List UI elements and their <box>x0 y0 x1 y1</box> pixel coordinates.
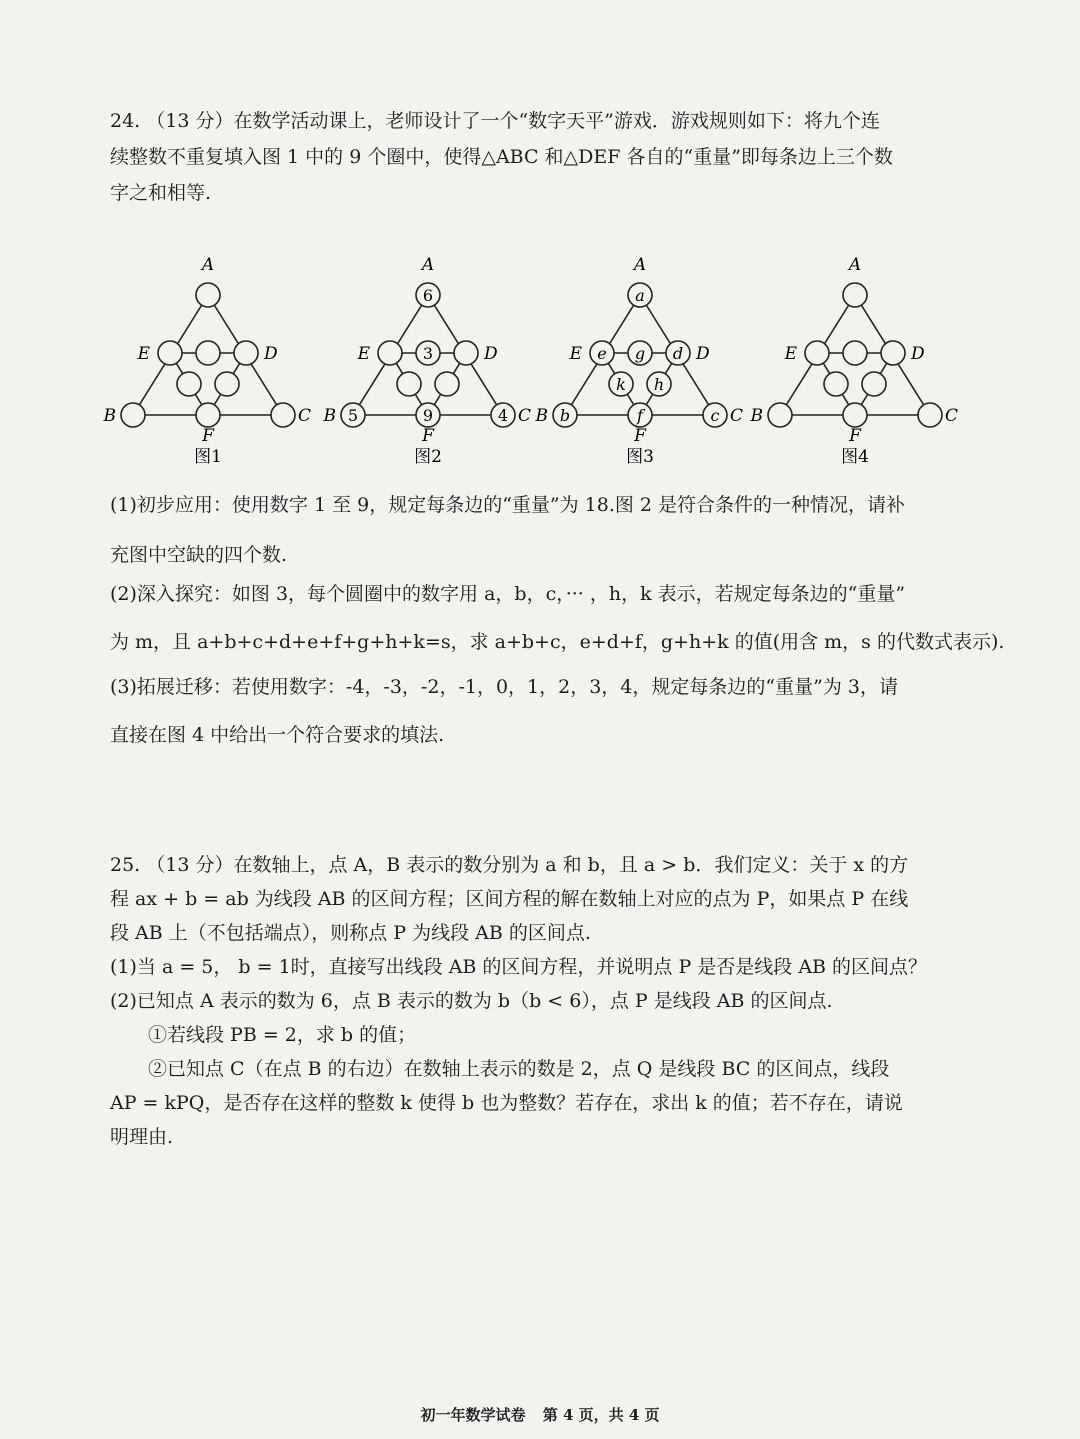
page-footer <box>0 1404 1080 1425</box>
figure-circle-h <box>862 372 886 396</box>
circle-value: 4 <box>497 406 509 425</box>
vertex-label-A: A <box>201 255 215 275</box>
figure-circle-c <box>271 403 295 427</box>
figure-3 <box>535 255 744 467</box>
footer-page: 第 4 页，共 4 页 <box>542 1406 660 1424</box>
figure-circle-f <box>196 403 220 427</box>
figure-circle-k <box>824 372 848 396</box>
vertex-label-B: B <box>750 406 763 426</box>
figure-circle-f <box>843 403 867 427</box>
figure-circle-g <box>196 341 220 365</box>
vertex-label-D: D <box>484 344 498 364</box>
q25-line: ①若线段 PB = 2，求 b 的值； <box>148 1024 417 1046</box>
figures-row <box>100 240 980 480</box>
figure-caption: 图2 <box>414 447 442 467</box>
vertex-label-A: A <box>848 255 862 275</box>
figure-circle-a <box>196 283 220 307</box>
vertex-label-F: F <box>634 426 646 446</box>
circle-value: b <box>559 406 571 425</box>
q25-line: ②已知点 C（在点 B 的右边）在数轴上表示的数是 2，点 Q 是线段 BC 的区间点，线段 <box>148 1058 890 1080</box>
triangle-figures <box>100 240 980 480</box>
vertex-label-E: E <box>784 344 797 364</box>
footer-title: 初一年数学试卷 <box>420 1406 526 1424</box>
vertex-label-C: C <box>945 406 959 426</box>
circle-value: g <box>634 344 646 363</box>
q24-line: 24. （13 分）在数学活动课上，老师设计了一个“数字天平”游戏．游戏规则如下：将九个连 <box>110 110 880 132</box>
vertex-label-B: B <box>103 406 116 426</box>
q24-part3-line: 直接在图 4 中给出一个符合要求的填法. <box>110 724 445 746</box>
circle-value: f <box>637 406 643 425</box>
vertex-label-E: E <box>137 344 150 364</box>
q24-part2-line: (2)深入探究：如图 3，每个圆圈中的数字用 a，b，c，··· ，h，k 表示，若规定每条边的“重量” <box>110 583 906 605</box>
circle-value: h <box>653 375 665 394</box>
q24-line: 字之和相等. <box>110 182 212 204</box>
figure-circle-b <box>768 403 792 427</box>
circle-value: k <box>616 375 626 394</box>
vertex-label-D: D <box>696 344 710 364</box>
q25-line: (1)当 a = 5， b = 1时，直接写出线段 AB 的区间方程，并说明点 P 是否是线段 AB 的区间点？ <box>110 956 928 978</box>
q25-line: 明理由. <box>110 1126 174 1148</box>
figure-1 <box>103 255 312 467</box>
vertex-label-D: D <box>911 344 925 364</box>
vertex-label-C: C <box>730 406 744 426</box>
vertex-label-A: A <box>633 255 647 275</box>
q24-part3-line: (3)拓展迁移：若使用数字：-4，-3，-2，-1，0，1，2，3，4，规定每条边的“重量”为 3，请 <box>110 676 898 698</box>
figure-circle-k <box>397 372 421 396</box>
q24-part1-line: (1)初步应用：使用数字 1 至 9，规定每条边的“重量”为 18.图 2 是符合条件的一种情况，请补 <box>110 494 906 516</box>
figure-circle-e <box>805 341 829 365</box>
figure-circle-c <box>918 403 942 427</box>
vertex-label-C: C <box>518 406 532 426</box>
figure-circle-d <box>881 341 905 365</box>
figure-circle-g <box>843 341 867 365</box>
circle-value: d <box>672 344 684 363</box>
figure-2 <box>323 255 532 467</box>
figure-caption: 图3 <box>626 447 654 467</box>
figure-circle-e <box>378 341 402 365</box>
q24-part2-line: 为 m，且 a+b+c+d+e+f+g+h+k=s，求 a+b+c，e+d+f，g+h+k 的值(用含 m，s 的代数式表示). <box>110 631 1005 653</box>
figure-circle-k <box>177 372 201 396</box>
figure-caption: 图4 <box>841 447 869 467</box>
circle-value: c <box>710 406 720 425</box>
vertex-label-B: B <box>323 406 336 426</box>
figure-caption: 图1 <box>194 447 222 467</box>
circle-value: 3 <box>422 344 434 363</box>
q24-part1-line: 充图中空缺的四个数. <box>110 544 288 566</box>
circle-value: a <box>635 286 645 305</box>
question-24 <box>110 103 970 211</box>
circle-value: 5 <box>347 406 359 425</box>
vertex-label-F: F <box>202 426 214 446</box>
vertex-label-E: E <box>357 344 370 364</box>
figure-4 <box>750 255 959 467</box>
vertex-label-A: A <box>421 255 435 275</box>
q25-line: 程 ax + b = ab 为线段 AB 的区间方程；区间方程的解在数轴上对应的点为 P，如果点 P 在线 <box>110 888 909 910</box>
figure-circle-h <box>435 372 459 396</box>
figure-circle-h <box>215 372 239 396</box>
q24-line: 续整数不重复填入图 1 中的 9 个圈中，使得△ABC 和△DEF 各自的“重量”即每条边上三个数 <box>110 146 893 168</box>
vertex-label-C: C <box>298 406 312 426</box>
figure-circle-a <box>843 283 867 307</box>
vertex-label-D: D <box>264 344 278 364</box>
q25-line: 段 AB 上（不包括端点），则称点 P 为线段 AB 的区间点. <box>110 922 591 944</box>
q25-line: AP = kPQ，是否存在这样的整数 k 使得 b 也为整数？若存在，求出 k 的值；若不存在，请说 <box>110 1092 903 1114</box>
q25-line: (2)已知点 A 表示的数为 6，点 B 表示的数为 b（b < 6），点 P 是线段 AB 的区间点. <box>110 990 833 1012</box>
q24-part1 <box>110 480 970 580</box>
figure-circle-e <box>158 341 182 365</box>
figure-circle-d <box>234 341 258 365</box>
q25-line: 25. （13 分）在数轴上，点 A，B 表示的数分别为 a 和 b，且 a > b．我们定义：关于 x 的方 <box>110 854 909 876</box>
q24-part2 <box>110 570 1005 666</box>
question-25 <box>110 848 970 1154</box>
figure-circle-b <box>121 403 145 427</box>
q24-part3 <box>110 663 970 759</box>
vertex-label-B: B <box>535 406 548 426</box>
circle-value: 6 <box>422 286 434 305</box>
figure-circle-d <box>454 341 478 365</box>
vertex-label-E: E <box>569 344 582 364</box>
vertex-label-F: F <box>849 426 861 446</box>
vertex-label-F: F <box>422 426 434 446</box>
circle-value: e <box>597 344 607 363</box>
circle-value: 9 <box>422 406 434 425</box>
